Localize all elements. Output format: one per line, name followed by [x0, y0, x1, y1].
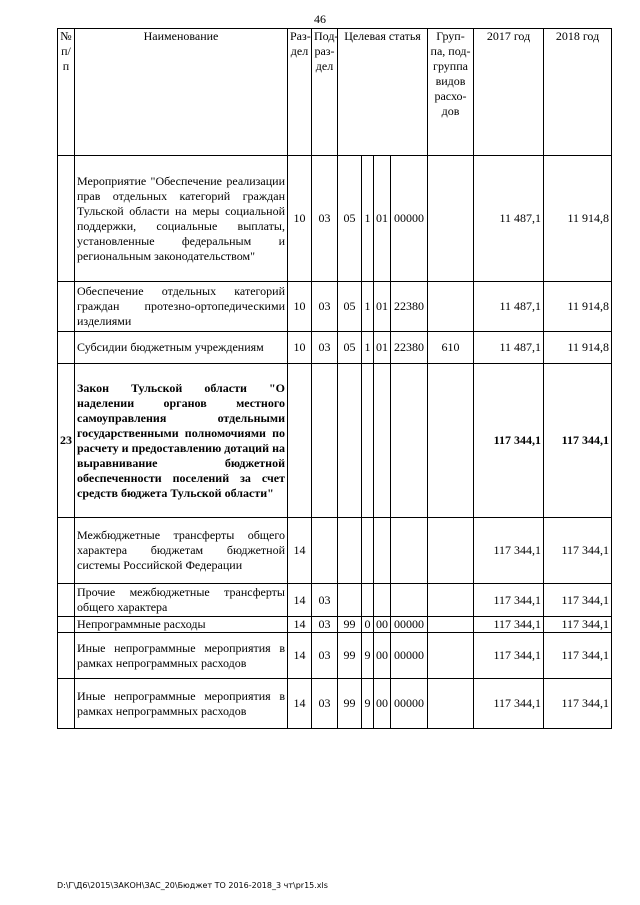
row-target-direction: 22380 — [391, 332, 428, 364]
row-podrazdel — [312, 518, 338, 584]
row-razdel: 10 — [288, 156, 312, 282]
row-target-direction: 00000 — [391, 156, 428, 282]
row-target-program — [338, 584, 362, 617]
row-name: Прочие межбюджетные трансферты общего характера — [75, 584, 288, 617]
row-target-subprogram: 1 — [362, 282, 374, 332]
row-target-event: 00 — [374, 617, 391, 633]
file-path-footer: D:\Г\Д6\2015\ЗАКОН\ЗАС_20\Бюджет ТО 2016-2018_3 чт\pr15.xls — [57, 881, 328, 890]
row-target-event: 01 — [374, 332, 391, 364]
row-target-program: 99 — [338, 617, 362, 633]
table-row — [58, 633, 612, 679]
row-target-event — [374, 364, 391, 518]
row-target-subprogram: 9 — [362, 679, 374, 729]
row-name: Мероприятие "Обеспечение реализации прав отдельных категорий граждан Тульской области на меры социальной поддержки, социальные выплаты, установленные федеральным и региональным законодательством" — [75, 156, 288, 282]
header-razdel: Раз- дел — [288, 29, 312, 156]
row-amount-2017: 117 344,1 — [474, 364, 544, 518]
row-podrazdel: 03 — [312, 633, 338, 679]
row-razdel — [288, 364, 312, 518]
header-podrazdel: Под- раз- дел — [312, 29, 338, 156]
row-target-program: 05 — [338, 282, 362, 332]
row-expense-group — [428, 518, 474, 584]
row-amount-2018: 117 344,1 — [544, 633, 612, 679]
row-amount-2018: 117 344,1 — [544, 584, 612, 617]
row-target-program — [338, 518, 362, 584]
table-row — [58, 364, 612, 518]
row-target-program — [338, 364, 362, 518]
row-amount-2018: 117 344,1 — [544, 518, 612, 584]
row-target-event: 00 — [374, 633, 391, 679]
row-expense-group: 610 — [428, 332, 474, 364]
row-target-direction — [391, 518, 428, 584]
row-expense-group — [428, 156, 474, 282]
table-row — [58, 679, 612, 729]
row-amount-2017: 117 344,1 — [474, 617, 544, 633]
row-expense-group — [428, 584, 474, 617]
row-target-subprogram — [362, 518, 374, 584]
row-amount-2017: 117 344,1 — [474, 633, 544, 679]
header-2017: 2017 год — [474, 29, 544, 156]
row-amount-2018: 11 914,8 — [544, 282, 612, 332]
row-razdel: 10 — [288, 332, 312, 364]
row-razdel: 14 — [288, 584, 312, 617]
row-amount-2017: 117 344,1 — [474, 584, 544, 617]
row-number — [58, 156, 75, 282]
row-target-program: 99 — [338, 679, 362, 729]
row-target-subprogram — [362, 584, 374, 617]
row-target-direction — [391, 584, 428, 617]
row-podrazdel — [312, 364, 338, 518]
row-razdel: 10 — [288, 282, 312, 332]
row-number — [58, 518, 75, 584]
row-amount-2017: 117 344,1 — [474, 518, 544, 584]
row-target-event: 01 — [374, 156, 391, 282]
header-2018: 2018 год — [544, 29, 612, 156]
row-target-event — [374, 584, 391, 617]
row-target-program: 05 — [338, 332, 362, 364]
row-target-direction: 00000 — [391, 633, 428, 679]
page-number: 46 — [314, 12, 326, 26]
row-target-event: 00 — [374, 679, 391, 729]
row-name: Непрограммные расходы — [75, 617, 288, 633]
row-amount-2018: 117 344,1 — [544, 679, 612, 729]
row-target-direction: 00000 — [391, 679, 428, 729]
row-target-direction — [391, 364, 428, 518]
row-target-event — [374, 518, 391, 584]
row-name: Межбюджетные трансферты общего характера бюджетам бюджетной системы Российской Федерации — [75, 518, 288, 584]
table-row — [58, 156, 612, 282]
row-number — [58, 332, 75, 364]
row-number — [58, 584, 75, 617]
row-amount-2018: 117 344,1 — [544, 364, 612, 518]
row-expense-group — [428, 364, 474, 518]
row-expense-group — [428, 679, 474, 729]
row-target-subprogram: 1 — [362, 156, 374, 282]
table-row — [58, 617, 612, 633]
table-row — [58, 332, 612, 364]
row-podrazdel: 03 — [312, 679, 338, 729]
row-podrazdel: 03 — [312, 282, 338, 332]
header-num: № п/ п — [58, 29, 75, 156]
row-number — [58, 282, 75, 332]
row-amount-2017: 11 487,1 — [474, 156, 544, 282]
row-expense-group — [428, 617, 474, 633]
row-razdel: 14 — [288, 679, 312, 729]
row-target-direction: 00000 — [391, 617, 428, 633]
table-row — [58, 518, 612, 584]
row-podrazdel: 03 — [312, 332, 338, 364]
row-target-program: 05 — [338, 156, 362, 282]
row-target-subprogram: 9 — [362, 633, 374, 679]
row-podrazdel: 03 — [312, 584, 338, 617]
row-target-program: 99 — [338, 633, 362, 679]
row-number — [58, 617, 75, 633]
row-expense-group — [428, 633, 474, 679]
row-name: Субсидии бюджетным учреждениям — [75, 332, 288, 364]
row-name: Иные непрограммные мероприятия в рамках непрограммных расходов — [75, 679, 288, 729]
row-amount-2017: 11 487,1 — [474, 332, 544, 364]
row-number — [58, 633, 75, 679]
row-podrazdel: 03 — [312, 617, 338, 633]
row-razdel: 14 — [288, 518, 312, 584]
row-amount-2018: 11 914,8 — [544, 156, 612, 282]
row-name: Иные непрограммные мероприятия в рамках непрограммных расходов — [75, 633, 288, 679]
row-name: Обеспечение отдельных категорий граждан протезно-ортопедическими изделиями — [75, 282, 288, 332]
row-target-subprogram: 0 — [362, 617, 374, 633]
header-target: Целевая статья — [338, 29, 428, 156]
row-target-direction: 22380 — [391, 282, 428, 332]
row-target-event: 01 — [374, 282, 391, 332]
row-target-subprogram: 1 — [362, 332, 374, 364]
table-row — [58, 584, 612, 617]
row-razdel: 14 — [288, 617, 312, 633]
row-amount-2018: 117 344,1 — [544, 617, 612, 633]
row-amount-2017: 117 344,1 — [474, 679, 544, 729]
row-number: 23 — [58, 364, 75, 518]
header-group: Груп- па, под- группа видов расхо- дов — [428, 29, 474, 156]
row-number — [58, 679, 75, 729]
table-row — [58, 282, 612, 332]
header-name: Наименование — [75, 29, 288, 156]
row-expense-group — [428, 282, 474, 332]
row-target-subprogram — [362, 364, 374, 518]
row-amount-2018: 11 914,8 — [544, 332, 612, 364]
row-podrazdel: 03 — [312, 156, 338, 282]
row-amount-2017: 11 487,1 — [474, 282, 544, 332]
row-name: Закон Тульской области "О наделении органов местного самоуправления отдельными государственными полномочиями по расчету и предоставлению дотаций на выравнивание бюджетной обеспеченности поселений за счет средств бюджета Тульской области" — [75, 364, 288, 518]
row-razdel: 14 — [288, 633, 312, 679]
budget-table — [57, 28, 612, 729]
